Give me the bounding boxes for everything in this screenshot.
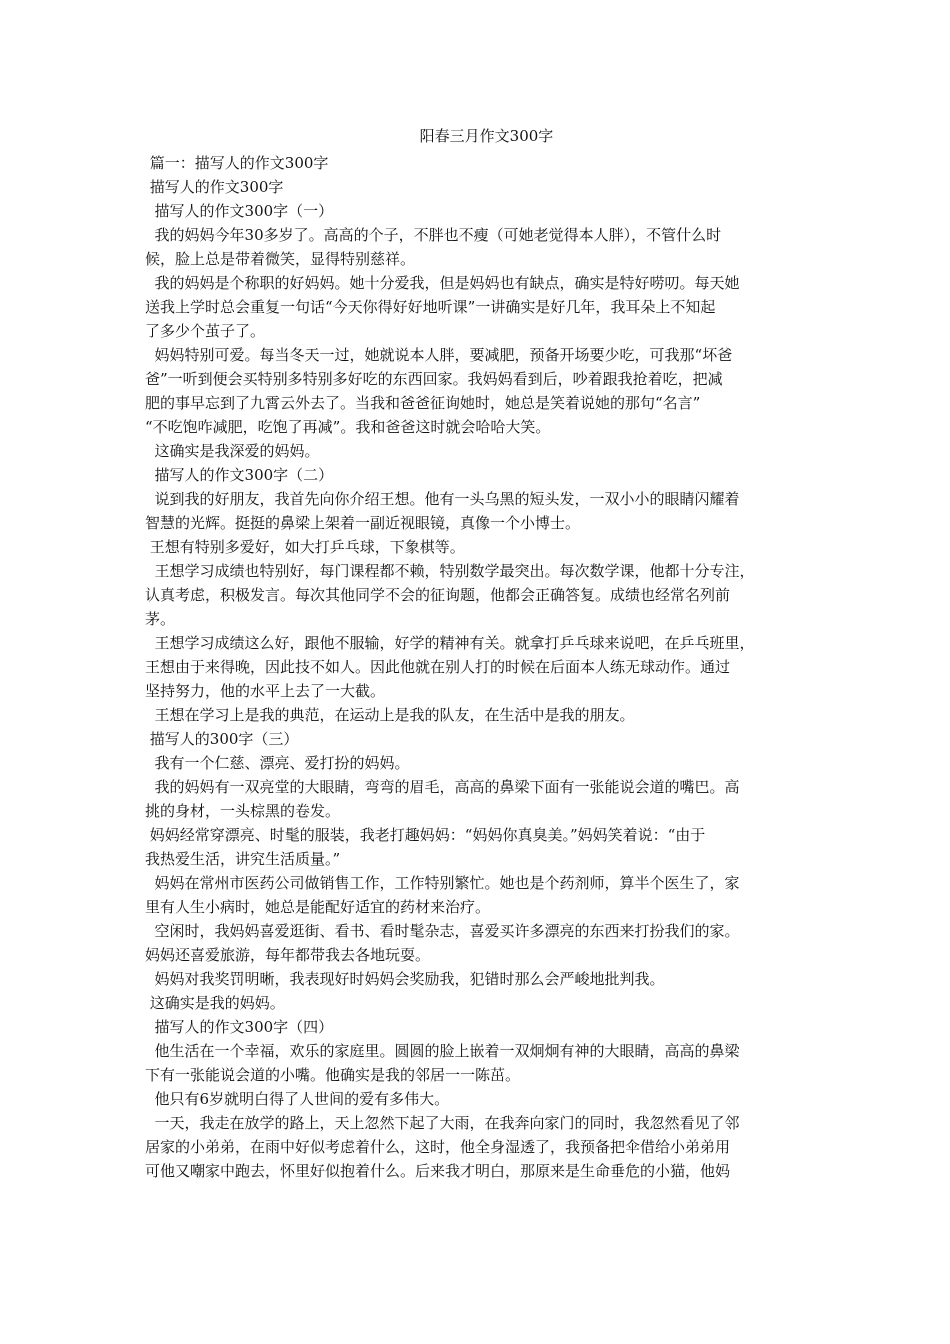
text-line: 认真考虑，积极发言。每次其他同学不会的征询题，他都会正确答复。成绩也经常名列前 (145, 586, 731, 604)
text-line: 空闲时，我妈妈喜爱逛街、看书、看时髦杂志，喜爱买许多漂亮的东西来打扮我们的家。 (145, 922, 740, 940)
text-line: 描写人的作文300字 (145, 178, 284, 196)
text-line: 下有一张能说会道的小嘴。他确实是我的邻居一一陈茁。 (145, 1066, 521, 1084)
text-line: 我的妈妈今年30多岁了。高高的个子，不胖也不瘦（可她老觉得本人胖），不管什么时 (145, 226, 722, 244)
text-line: 送我上学时总会重复一句话“今天你得好好地听课”一讲确实是好几年，我耳朵上不知起 (145, 298, 716, 316)
text-line: 挑的身材，一头棕黑的卷发。 (145, 802, 341, 820)
text-line: 描写人的作文300字（一） (145, 202, 334, 220)
text-line: 我的妈妈是个称职的好妈妈。她十分爱我，但是妈妈也有缺点，确实是特好唠叨。每天她 (145, 274, 740, 292)
text-line: 王想有特别多爱好，如大打乒乓球，下象棋等。 (145, 538, 465, 556)
document-title: 阳春三月作文300字 (419, 127, 554, 145)
text-line: 王想在学习上是我的典范，在运动上是我的队友，在生活中是我的朋友。 (145, 706, 635, 724)
text-line: 可他又嘲家中跑去，怀里好似抱着什么。后来我才明白，那原来是生命垂危的小猫，他妈 (145, 1162, 731, 1180)
text-line: 篇一：描写人的作文300字 (145, 154, 329, 172)
text-line: 候，脸上总是带着微笑，显得特别慈祥。 (145, 250, 416, 268)
text-line: 我热爱生活，讲究生活质量。” (145, 850, 341, 868)
text-line: 王想学习成绩这么好，跟他不服输，好学的精神有关。就拿打乒乓球来说吧，在乒乓班里， (145, 634, 755, 652)
text-line: 王想学习成绩也特别好，每门课程都不赖，特别数学最突出。每次数学课，他都十分专注， (145, 562, 755, 580)
text-line: 我的妈妈有一双亮堂的大眼睛，弯弯的眉毛，高高的鼻梁下面有一张能说会道的嘴巴。高 (145, 778, 740, 796)
text-line: 他只有6岁就明白得了人世间的爱有多伟大。 (145, 1090, 450, 1108)
text-line: 他生活在一个幸福，欢乐的家庭里。圆圆的脸上嵌着一双炯炯有神的大眼睛，高高的鼻梁 (145, 1042, 740, 1060)
document-body (145, 151, 810, 1183)
text-line: 王想由于来得晚，因此技不如人。因此他就在别人打的时候在后面本人练无球动作。通过 (145, 658, 731, 676)
text-line: 里有人生小病时，她总是能配好适宜的药材来治疗。 (145, 898, 491, 916)
text-line: 妈妈对我奖罚明晰，我表现好时妈妈会奖励我，犯错时那么会严峻地批判我。 (145, 970, 665, 988)
text-line: 这确实是我深爱的妈妈。 (145, 442, 320, 460)
text-line: 爸”一听到便会买特别多特别多好吃的东西回家。我妈妈看到后，吵着跟我抢着吃，把减 (145, 370, 723, 388)
text-line: 描写人的300字（三） (145, 730, 299, 748)
text-line: 肥的事早忘到了九霄云外去了。当我和爸爸征询她时，她总是笑着说她的那句“名言” (145, 394, 701, 412)
text-line: 一天，我走在放学的路上，天上忽然下起了大雨，在我奔向家门的同时，我忽然看见了邻 (145, 1114, 740, 1132)
text-line: 这确实是我的妈妈。 (145, 994, 285, 1012)
text-line: 了多少个茧子了。 (145, 322, 266, 340)
text-line: 描写人的作文300字（四） (145, 1018, 334, 1036)
text-line: 说到我的好朋友，我首先向你介绍王想。他有一头乌黑的短头发，一双小小的眼睛闪耀着 (145, 490, 740, 508)
text-line: 居家的小弟弟，在雨中好似考虑着什么，这时，他全身湿透了，我预备把伞借给小弟弟用 (145, 1138, 731, 1156)
text-line: 坚持努力，他的水平上去了一大截。 (145, 682, 386, 700)
text-line: 智慧的光辉。挺挺的鼻梁上架着一副近视眼镜，真像一个小博士。 (145, 514, 581, 532)
text-line: 妈妈还喜爱旅游，每年都带我去各地玩耍。 (145, 946, 431, 964)
text-line: 妈妈特别可爱。每当冬天一过，她就说本人胖，要减肥，预备开场要少吃，可我那“坏爸 (145, 346, 733, 364)
text-line: 描写人的作文300字（二） (145, 466, 334, 484)
document-page (145, 124, 810, 1183)
text-line: “不吃饱咋减肥，吃饱了再减”。我和爸爸这时就会哈哈大笑。 (145, 418, 551, 436)
text-line: 妈妈在常州市医药公司做销售工作，工作特别繁忙。她也是个药剂师，算半个医生了，家 (145, 874, 740, 892)
text-line: 妈妈经常穿漂亮、时髦的服装，我老打趣妈妈：“妈妈你真臭美。”妈妈笑着说：“由于 (145, 826, 706, 844)
text-line: 我有一个仁慈、漂亮、爱打扮的妈妈。 (145, 754, 410, 772)
text-line: 茅。 (145, 610, 176, 628)
